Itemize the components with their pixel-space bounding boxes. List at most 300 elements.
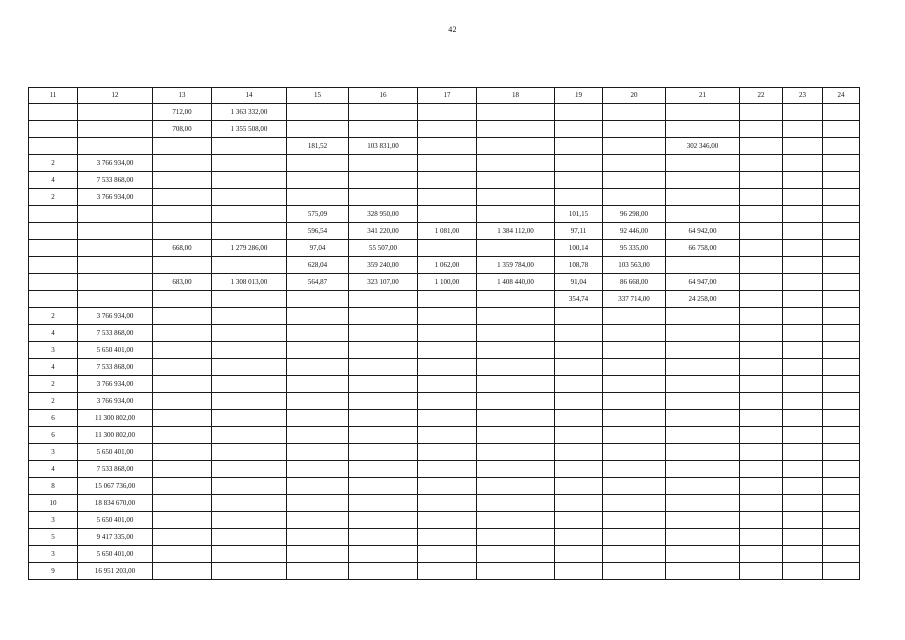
table-cell-col-16 — [349, 444, 418, 461]
table-cell-col-23 — [783, 495, 823, 512]
table-cell-col-14 — [212, 393, 287, 410]
table-cell-col-15 — [287, 325, 349, 342]
table-cell-col-22 — [740, 529, 783, 546]
table-cell-col-17: 1 081,00 — [418, 223, 477, 240]
table-cell-col-11: 6 — [29, 427, 78, 444]
table-cell-col-23 — [783, 512, 823, 529]
table-row — [29, 274, 860, 291]
table-cell-col-23 — [783, 104, 823, 121]
table-cell-col-18 — [477, 359, 555, 376]
table-cell-col-24 — [823, 155, 860, 172]
table-cell-col-13 — [153, 223, 212, 240]
table-cell-col-17 — [418, 546, 477, 563]
table-cell-col-19: 97,11 — [555, 223, 603, 240]
table-cell-col-13 — [153, 308, 212, 325]
table-cell-col-17: 1 100,00 — [418, 274, 477, 291]
page-number: 42 — [448, 25, 457, 34]
table-cell-col-21 — [666, 512, 740, 529]
table-cell-col-19 — [555, 478, 603, 495]
table-cell-col-20 — [603, 529, 666, 546]
table-cell-col-22 — [740, 546, 783, 563]
table-cell-col-14 — [212, 342, 287, 359]
table-cell-col-17 — [418, 206, 477, 223]
table-cell-col-23 — [783, 342, 823, 359]
table-cell-col-20: 86 668,00 — [603, 274, 666, 291]
column-header-19: 19 — [555, 88, 603, 104]
table-cell-col-13 — [153, 427, 212, 444]
table-cell-col-22 — [740, 274, 783, 291]
table-cell-col-21 — [666, 393, 740, 410]
table-cell-col-16 — [349, 393, 418, 410]
table-cell-col-18 — [477, 512, 555, 529]
table-cell-col-17 — [418, 172, 477, 189]
table-cell-col-17 — [418, 410, 477, 427]
table-cell-col-14 — [212, 546, 287, 563]
table-cell-col-17 — [418, 308, 477, 325]
table-cell-col-11: 2 — [29, 155, 78, 172]
table-row — [29, 478, 860, 495]
table-cell-col-22 — [740, 376, 783, 393]
table-cell-col-15 — [287, 172, 349, 189]
table-cell-col-14 — [212, 495, 287, 512]
table-cell-col-16: 323 107,00 — [349, 274, 418, 291]
table-cell-col-11: 8 — [29, 478, 78, 495]
table-cell-col-11 — [29, 121, 78, 138]
table-cell-col-15 — [287, 461, 349, 478]
table-cell-col-18 — [477, 342, 555, 359]
table-cell-col-19 — [555, 189, 603, 206]
table-cell-col-22 — [740, 257, 783, 274]
table-cell-col-16: 55 507,00 — [349, 240, 418, 257]
table-cell-col-14 — [212, 206, 287, 223]
table-cell-col-24 — [823, 444, 860, 461]
table-cell-col-21 — [666, 529, 740, 546]
table-cell-col-23 — [783, 291, 823, 308]
table-cell-col-15: 97,04 — [287, 240, 349, 257]
table-row — [29, 308, 860, 325]
table-cell-col-24 — [823, 104, 860, 121]
table-cell-col-15 — [287, 291, 349, 308]
table-cell-col-16 — [349, 291, 418, 308]
table-cell-col-16 — [349, 427, 418, 444]
table-cell-col-24 — [823, 172, 860, 189]
table-cell-col-22 — [740, 393, 783, 410]
table-cell-col-21: 24 258,00 — [666, 291, 740, 308]
table-cell-col-15 — [287, 427, 349, 444]
column-header-23: 23 — [783, 88, 823, 104]
table-cell-col-23 — [783, 257, 823, 274]
table-cell-col-14 — [212, 189, 287, 206]
table-cell-col-12: 3 766 934,00 — [78, 393, 153, 410]
table-cell-col-12: 9 417 335,00 — [78, 529, 153, 546]
table-row — [29, 529, 860, 546]
table-cell-col-21 — [666, 478, 740, 495]
table-cell-col-22 — [740, 308, 783, 325]
table-cell-col-12 — [78, 104, 153, 121]
column-header-24: 24 — [823, 88, 860, 104]
table-cell-col-18 — [477, 104, 555, 121]
table-cell-col-20 — [603, 461, 666, 478]
table-cell-col-12: 18 834 670,00 — [78, 495, 153, 512]
table-cell-col-15: 628,04 — [287, 257, 349, 274]
table-cell-col-20 — [603, 444, 666, 461]
table-cell-col-18 — [477, 240, 555, 257]
table-cell-col-15 — [287, 104, 349, 121]
table-cell-col-11: 10 — [29, 495, 78, 512]
table-cell-col-14: 1 308 013,00 — [212, 274, 287, 291]
table-cell-col-18 — [477, 427, 555, 444]
table-cell-col-12: 7 533 868,00 — [78, 359, 153, 376]
table-cell-col-13: 708,00 — [153, 121, 212, 138]
table-cell-col-16 — [349, 172, 418, 189]
table-cell-col-13 — [153, 376, 212, 393]
table-cell-col-16 — [349, 308, 418, 325]
table-cell-col-24 — [823, 478, 860, 495]
table-cell-col-15 — [287, 444, 349, 461]
table-cell-col-22 — [740, 563, 783, 580]
table-cell-col-13 — [153, 291, 212, 308]
table-cell-col-17 — [418, 291, 477, 308]
table-row — [29, 393, 860, 410]
table-cell-col-12: 5 650 401,00 — [78, 444, 153, 461]
table-cell-col-22 — [740, 138, 783, 155]
table-cell-col-19: 108,78 — [555, 257, 603, 274]
table-cell-col-18 — [477, 189, 555, 206]
table-cell-col-19 — [555, 342, 603, 359]
table-cell-col-12: 3 766 934,00 — [78, 308, 153, 325]
table-cell-col-23 — [783, 155, 823, 172]
column-header-16: 16 — [349, 88, 418, 104]
table-cell-col-19 — [555, 495, 603, 512]
table-cell-col-14 — [212, 325, 287, 342]
table-cell-col-14 — [212, 138, 287, 155]
table-cell-col-23 — [783, 376, 823, 393]
table-cell-col-20 — [603, 427, 666, 444]
table-cell-col-12 — [78, 240, 153, 257]
table-cell-col-24 — [823, 223, 860, 240]
table-cell-col-20: 95 335,00 — [603, 240, 666, 257]
table-row — [29, 104, 860, 121]
table-cell-col-17 — [418, 240, 477, 257]
table-cell-col-23 — [783, 274, 823, 291]
table-cell-col-24 — [823, 325, 860, 342]
table-cell-col-16: 328 950,00 — [349, 206, 418, 223]
table-cell-col-21: 302 346,00 — [666, 138, 740, 155]
table-cell-col-17 — [418, 359, 477, 376]
table-cell-col-12 — [78, 121, 153, 138]
table-cell-col-24 — [823, 546, 860, 563]
table-cell-col-15 — [287, 410, 349, 427]
table-cell-col-21 — [666, 155, 740, 172]
header-row — [29, 88, 860, 104]
table-cell-col-13 — [153, 325, 212, 342]
table-cell-col-24 — [823, 529, 860, 546]
table-row — [29, 427, 860, 444]
table-cell-col-24 — [823, 495, 860, 512]
table-cell-col-21 — [666, 325, 740, 342]
table-cell-col-21 — [666, 189, 740, 206]
table-cell-col-14 — [212, 359, 287, 376]
table-cell-col-18 — [477, 138, 555, 155]
table-cell-col-22 — [740, 410, 783, 427]
table-cell-col-14 — [212, 529, 287, 546]
table-cell-col-13 — [153, 529, 212, 546]
table-cell-col-14: 1 363 332,00 — [212, 104, 287, 121]
table-cell-col-12: 11 300 802,00 — [78, 410, 153, 427]
table-cell-col-18: 1 359 784,00 — [477, 257, 555, 274]
table-cell-col-12: 5 650 401,00 — [78, 546, 153, 563]
table-cell-col-18 — [477, 376, 555, 393]
table-cell-col-24 — [823, 138, 860, 155]
table-cell-col-13: 668,00 — [153, 240, 212, 257]
table-cell-col-21: 66 758,00 — [666, 240, 740, 257]
column-header-14: 14 — [212, 88, 287, 104]
table-cell-col-24 — [823, 257, 860, 274]
table-cell-col-15 — [287, 512, 349, 529]
table-cell-col-17 — [418, 427, 477, 444]
table-cell-col-16 — [349, 359, 418, 376]
table-cell-col-13 — [153, 393, 212, 410]
table-cell-col-16 — [349, 121, 418, 138]
table-cell-col-16 — [349, 189, 418, 206]
table-cell-col-19 — [555, 444, 603, 461]
table-cell-col-21 — [666, 104, 740, 121]
table-cell-col-18 — [477, 444, 555, 461]
table-cell-col-23 — [783, 427, 823, 444]
table-cell-col-24 — [823, 427, 860, 444]
table-cell-col-19 — [555, 172, 603, 189]
table-cell-col-13 — [153, 410, 212, 427]
table-cell-col-12: 11 300 802,00 — [78, 427, 153, 444]
table-cell-col-19 — [555, 359, 603, 376]
table-cell-col-14 — [212, 563, 287, 580]
table-cell-col-22 — [740, 444, 783, 461]
table-row — [29, 444, 860, 461]
table-cell-col-22 — [740, 478, 783, 495]
table-cell-col-19 — [555, 546, 603, 563]
table-cell-col-15 — [287, 393, 349, 410]
table-cell-col-24 — [823, 240, 860, 257]
table-cell-col-17 — [418, 325, 477, 342]
table-cell-col-14 — [212, 223, 287, 240]
table-cell-col-22 — [740, 495, 783, 512]
table-cell-col-11: 4 — [29, 359, 78, 376]
table-cell-col-23 — [783, 308, 823, 325]
table-cell-col-22 — [740, 427, 783, 444]
table-cell-col-19 — [555, 121, 603, 138]
table-cell-col-17 — [418, 189, 477, 206]
table-cell-col-18 — [477, 410, 555, 427]
table-row — [29, 495, 860, 512]
table-cell-col-13 — [153, 359, 212, 376]
table-cell-col-19 — [555, 563, 603, 580]
table-cell-col-15: 564,87 — [287, 274, 349, 291]
table-cell-col-16 — [349, 563, 418, 580]
column-header-13: 13 — [153, 88, 212, 104]
table-cell-col-19 — [555, 529, 603, 546]
table-cell-col-20 — [603, 172, 666, 189]
table-cell-col-13 — [153, 478, 212, 495]
table-cell-col-20 — [603, 512, 666, 529]
table-cell-col-13: 712,00 — [153, 104, 212, 121]
table-cell-col-20 — [603, 410, 666, 427]
table-cell-col-12: 15 067 736,00 — [78, 478, 153, 495]
table-cell-col-15 — [287, 121, 349, 138]
table-cell-col-24 — [823, 461, 860, 478]
table-cell-col-18 — [477, 461, 555, 478]
table-row — [29, 240, 860, 257]
table-cell-col-11: 3 — [29, 512, 78, 529]
table-cell-col-12: 7 533 868,00 — [78, 461, 153, 478]
table-cell-col-18 — [477, 172, 555, 189]
table-cell-col-17 — [418, 342, 477, 359]
table-cell-col-17 — [418, 121, 477, 138]
table-cell-col-14 — [212, 172, 287, 189]
table-cell-col-19 — [555, 104, 603, 121]
table-cell-col-23 — [783, 223, 823, 240]
table-cell-col-23 — [783, 359, 823, 376]
table-cell-col-17: 1 062,00 — [418, 257, 477, 274]
table-cell-col-15 — [287, 376, 349, 393]
table-cell-col-17 — [418, 495, 477, 512]
table-cell-col-11 — [29, 257, 78, 274]
table-cell-col-16: 359 240,00 — [349, 257, 418, 274]
table-row — [29, 155, 860, 172]
table-cell-col-22 — [740, 325, 783, 342]
table-cell-col-17 — [418, 444, 477, 461]
table-cell-col-18 — [477, 206, 555, 223]
table-cell-col-17 — [418, 529, 477, 546]
table-cell-col-23 — [783, 529, 823, 546]
column-header-20: 20 — [603, 88, 666, 104]
table-cell-col-20 — [603, 376, 666, 393]
table-cell-col-23 — [783, 325, 823, 342]
table-cell-col-24 — [823, 274, 860, 291]
table-cell-col-20 — [603, 546, 666, 563]
table-cell-col-18 — [477, 546, 555, 563]
table-cell-col-17 — [418, 393, 477, 410]
table-cell-col-20 — [603, 478, 666, 495]
table-cell-col-18 — [477, 393, 555, 410]
table-cell-col-20 — [603, 121, 666, 138]
table-cell-col-21 — [666, 206, 740, 223]
table-cell-col-19: 101,15 — [555, 206, 603, 223]
table-cell-col-24 — [823, 342, 860, 359]
table-cell-col-22 — [740, 223, 783, 240]
table-cell-col-15 — [287, 495, 349, 512]
table-cell-col-19 — [555, 308, 603, 325]
table-cell-col-24 — [823, 308, 860, 325]
table-cell-col-12 — [78, 206, 153, 223]
table-cell-col-11 — [29, 223, 78, 240]
table-cell-col-23 — [783, 461, 823, 478]
table-cell-col-12: 3 766 934,00 — [78, 376, 153, 393]
table-cell-col-11: 2 — [29, 393, 78, 410]
table-cell-col-18 — [477, 478, 555, 495]
table-cell-col-11 — [29, 291, 78, 308]
table-cell-col-11: 2 — [29, 308, 78, 325]
table-cell-col-21: 64 947,00 — [666, 274, 740, 291]
table-cell-col-12: 7 533 868,00 — [78, 325, 153, 342]
table-row — [29, 189, 860, 206]
table-cell-col-18: 1 408 440,00 — [477, 274, 555, 291]
table-cell-col-15 — [287, 546, 349, 563]
table-cell-col-22 — [740, 342, 783, 359]
table-cell-col-20: 92 446,00 — [603, 223, 666, 240]
table-cell-col-19: 91,04 — [555, 274, 603, 291]
table-row — [29, 121, 860, 138]
table-cell-col-20 — [603, 308, 666, 325]
table-cell-col-22 — [740, 104, 783, 121]
column-header-18: 18 — [477, 88, 555, 104]
table-cell-col-19 — [555, 393, 603, 410]
table-cell-col-11: 4 — [29, 172, 78, 189]
table-cell-col-17 — [418, 138, 477, 155]
table-cell-col-11: 4 — [29, 325, 78, 342]
table-cell-col-24 — [823, 376, 860, 393]
table-cell-col-11: 4 — [29, 461, 78, 478]
table-cell-col-16 — [349, 512, 418, 529]
table-cell-col-15: 575,09 — [287, 206, 349, 223]
table-cell-col-15 — [287, 359, 349, 376]
column-header-17: 17 — [418, 88, 477, 104]
table-cell-col-24 — [823, 563, 860, 580]
table-cell-col-19: 100,14 — [555, 240, 603, 257]
table-cell-col-15 — [287, 563, 349, 580]
table-cell-col-16: 341 220,00 — [349, 223, 418, 240]
table-cell-col-20 — [603, 104, 666, 121]
table-cell-col-16 — [349, 529, 418, 546]
table-cell-col-24 — [823, 410, 860, 427]
table-cell-col-19 — [555, 427, 603, 444]
table-cell-col-12: 5 650 401,00 — [78, 342, 153, 359]
table-cell-col-11: 6 — [29, 410, 78, 427]
table-cell-col-20 — [603, 393, 666, 410]
table-cell-col-24 — [823, 393, 860, 410]
table-cell-col-13 — [153, 546, 212, 563]
table-cell-col-21 — [666, 342, 740, 359]
table-row — [29, 342, 860, 359]
table-cell-col-20 — [603, 563, 666, 580]
table-cell-col-18 — [477, 155, 555, 172]
table-cell-col-15 — [287, 342, 349, 359]
table-cell-col-21 — [666, 444, 740, 461]
table-row — [29, 376, 860, 393]
table-cell-col-13 — [153, 189, 212, 206]
table-cell-col-15 — [287, 189, 349, 206]
table-cell-col-17 — [418, 376, 477, 393]
table-cell-col-24 — [823, 291, 860, 308]
table-cell-col-11: 9 — [29, 563, 78, 580]
table-cell-col-23 — [783, 546, 823, 563]
table-cell-col-13 — [153, 138, 212, 155]
table-cell-col-17 — [418, 478, 477, 495]
table-cell-col-12: 3 766 934,00 — [78, 155, 153, 172]
table-row — [29, 291, 860, 308]
table-cell-col-11: 5 — [29, 529, 78, 546]
table-cell-col-24 — [823, 512, 860, 529]
table-row — [29, 325, 860, 342]
table-cell-col-14 — [212, 257, 287, 274]
table-cell-col-20 — [603, 189, 666, 206]
table-cell-col-14 — [212, 478, 287, 495]
table-cell-col-11 — [29, 206, 78, 223]
table-cell-col-20 — [603, 359, 666, 376]
table-cell-col-13 — [153, 172, 212, 189]
table-cell-col-11: 3 — [29, 546, 78, 563]
table-row — [29, 172, 860, 189]
table-cell-col-21 — [666, 121, 740, 138]
